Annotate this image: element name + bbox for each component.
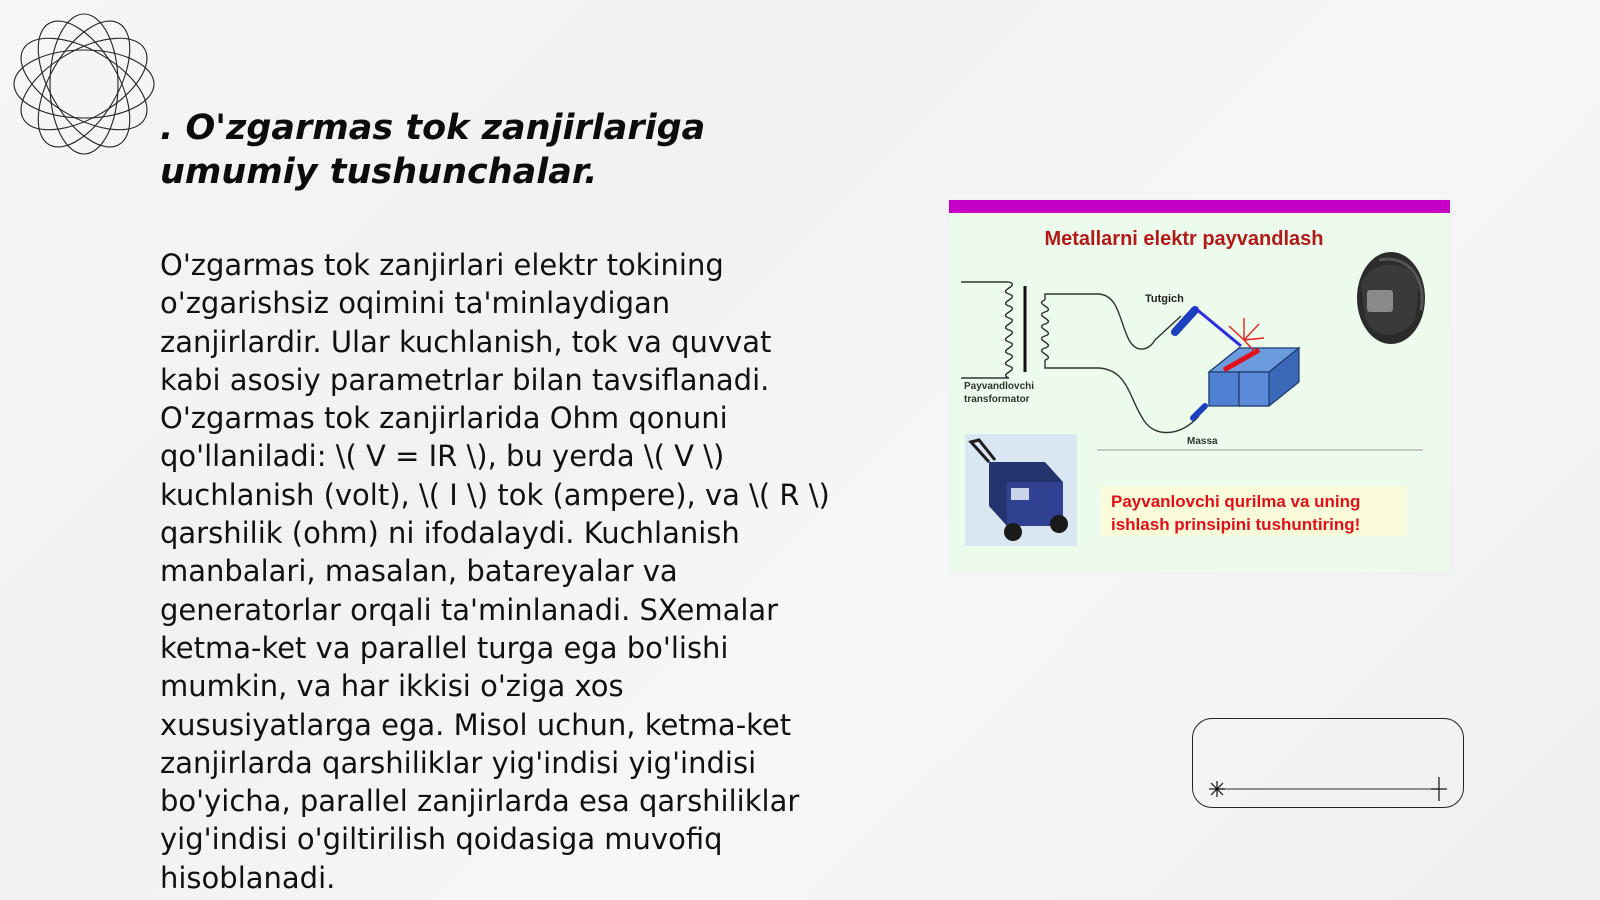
electrode-holder-icon (1175, 308, 1241, 346)
ground-clamp-icon (1193, 406, 1205, 418)
slide-body-text: O'zgarmas tok zanjirlari elektr tokining o'zgarishsiz oqimini ta'minlaydigan zanjirlardir. Ular kuchlanish, tok va quvvat kabi asosiy parametrlar bilan tavsiflanadi. O'zgarmas tok zanjirlarida Ohm qonuni qo'llaniladi: \( V = IR \), bu yerda \( V \) kuchlanish (volt), \( I \) tok (ampere), va \( R \) qarshilik (ohm) ni ifodalaydi. Kuchlanish manbalari, masalan, batareyalar va generatorlar orqali ta'minlanadi. SXemalar ketma-ket va parallel turga ega bo'lishi mumkin, va har ikkisi o'ziga xos xususiyatlarga ega. Misol uchun, ketma-ket zanjirlarda qarshiliklar yig'indisi yig'indisi bo'yicha, parallel zanjirlarda esa qarshiliklar yig'indisi o'giltirilish qoidasiga muvofiq hisoblanadi. (160, 248, 830, 895)
welding-mask-icon (1357, 252, 1425, 344)
figure-callout: Payvanlovchi qurilma va uning ishlash prinsipini tushuntiring! (1101, 486, 1407, 536)
transformer-label-1: Payvandlovchi (964, 381, 1035, 392)
slide-title: . O'zgarmas tok zanjirlariga umumiy tushunchalar. (160, 108, 706, 192)
welding-workpiece-icon (1209, 348, 1299, 406)
ground-label: Massa (1187, 436, 1218, 447)
welding-figure (949, 200, 1450, 572)
transformer-label-2: transformator (964, 394, 1030, 405)
decorative-orbit-icon (8, 8, 160, 160)
welding-machine-icon (965, 434, 1077, 546)
holder-label: Tutgich (1145, 293, 1184, 305)
decorative-line-icon (1193, 719, 1465, 809)
decorative-frame (1192, 718, 1464, 808)
spark-icon (1229, 318, 1264, 352)
figure-title: Metallarni elektr payvandlash (1044, 228, 1324, 250)
